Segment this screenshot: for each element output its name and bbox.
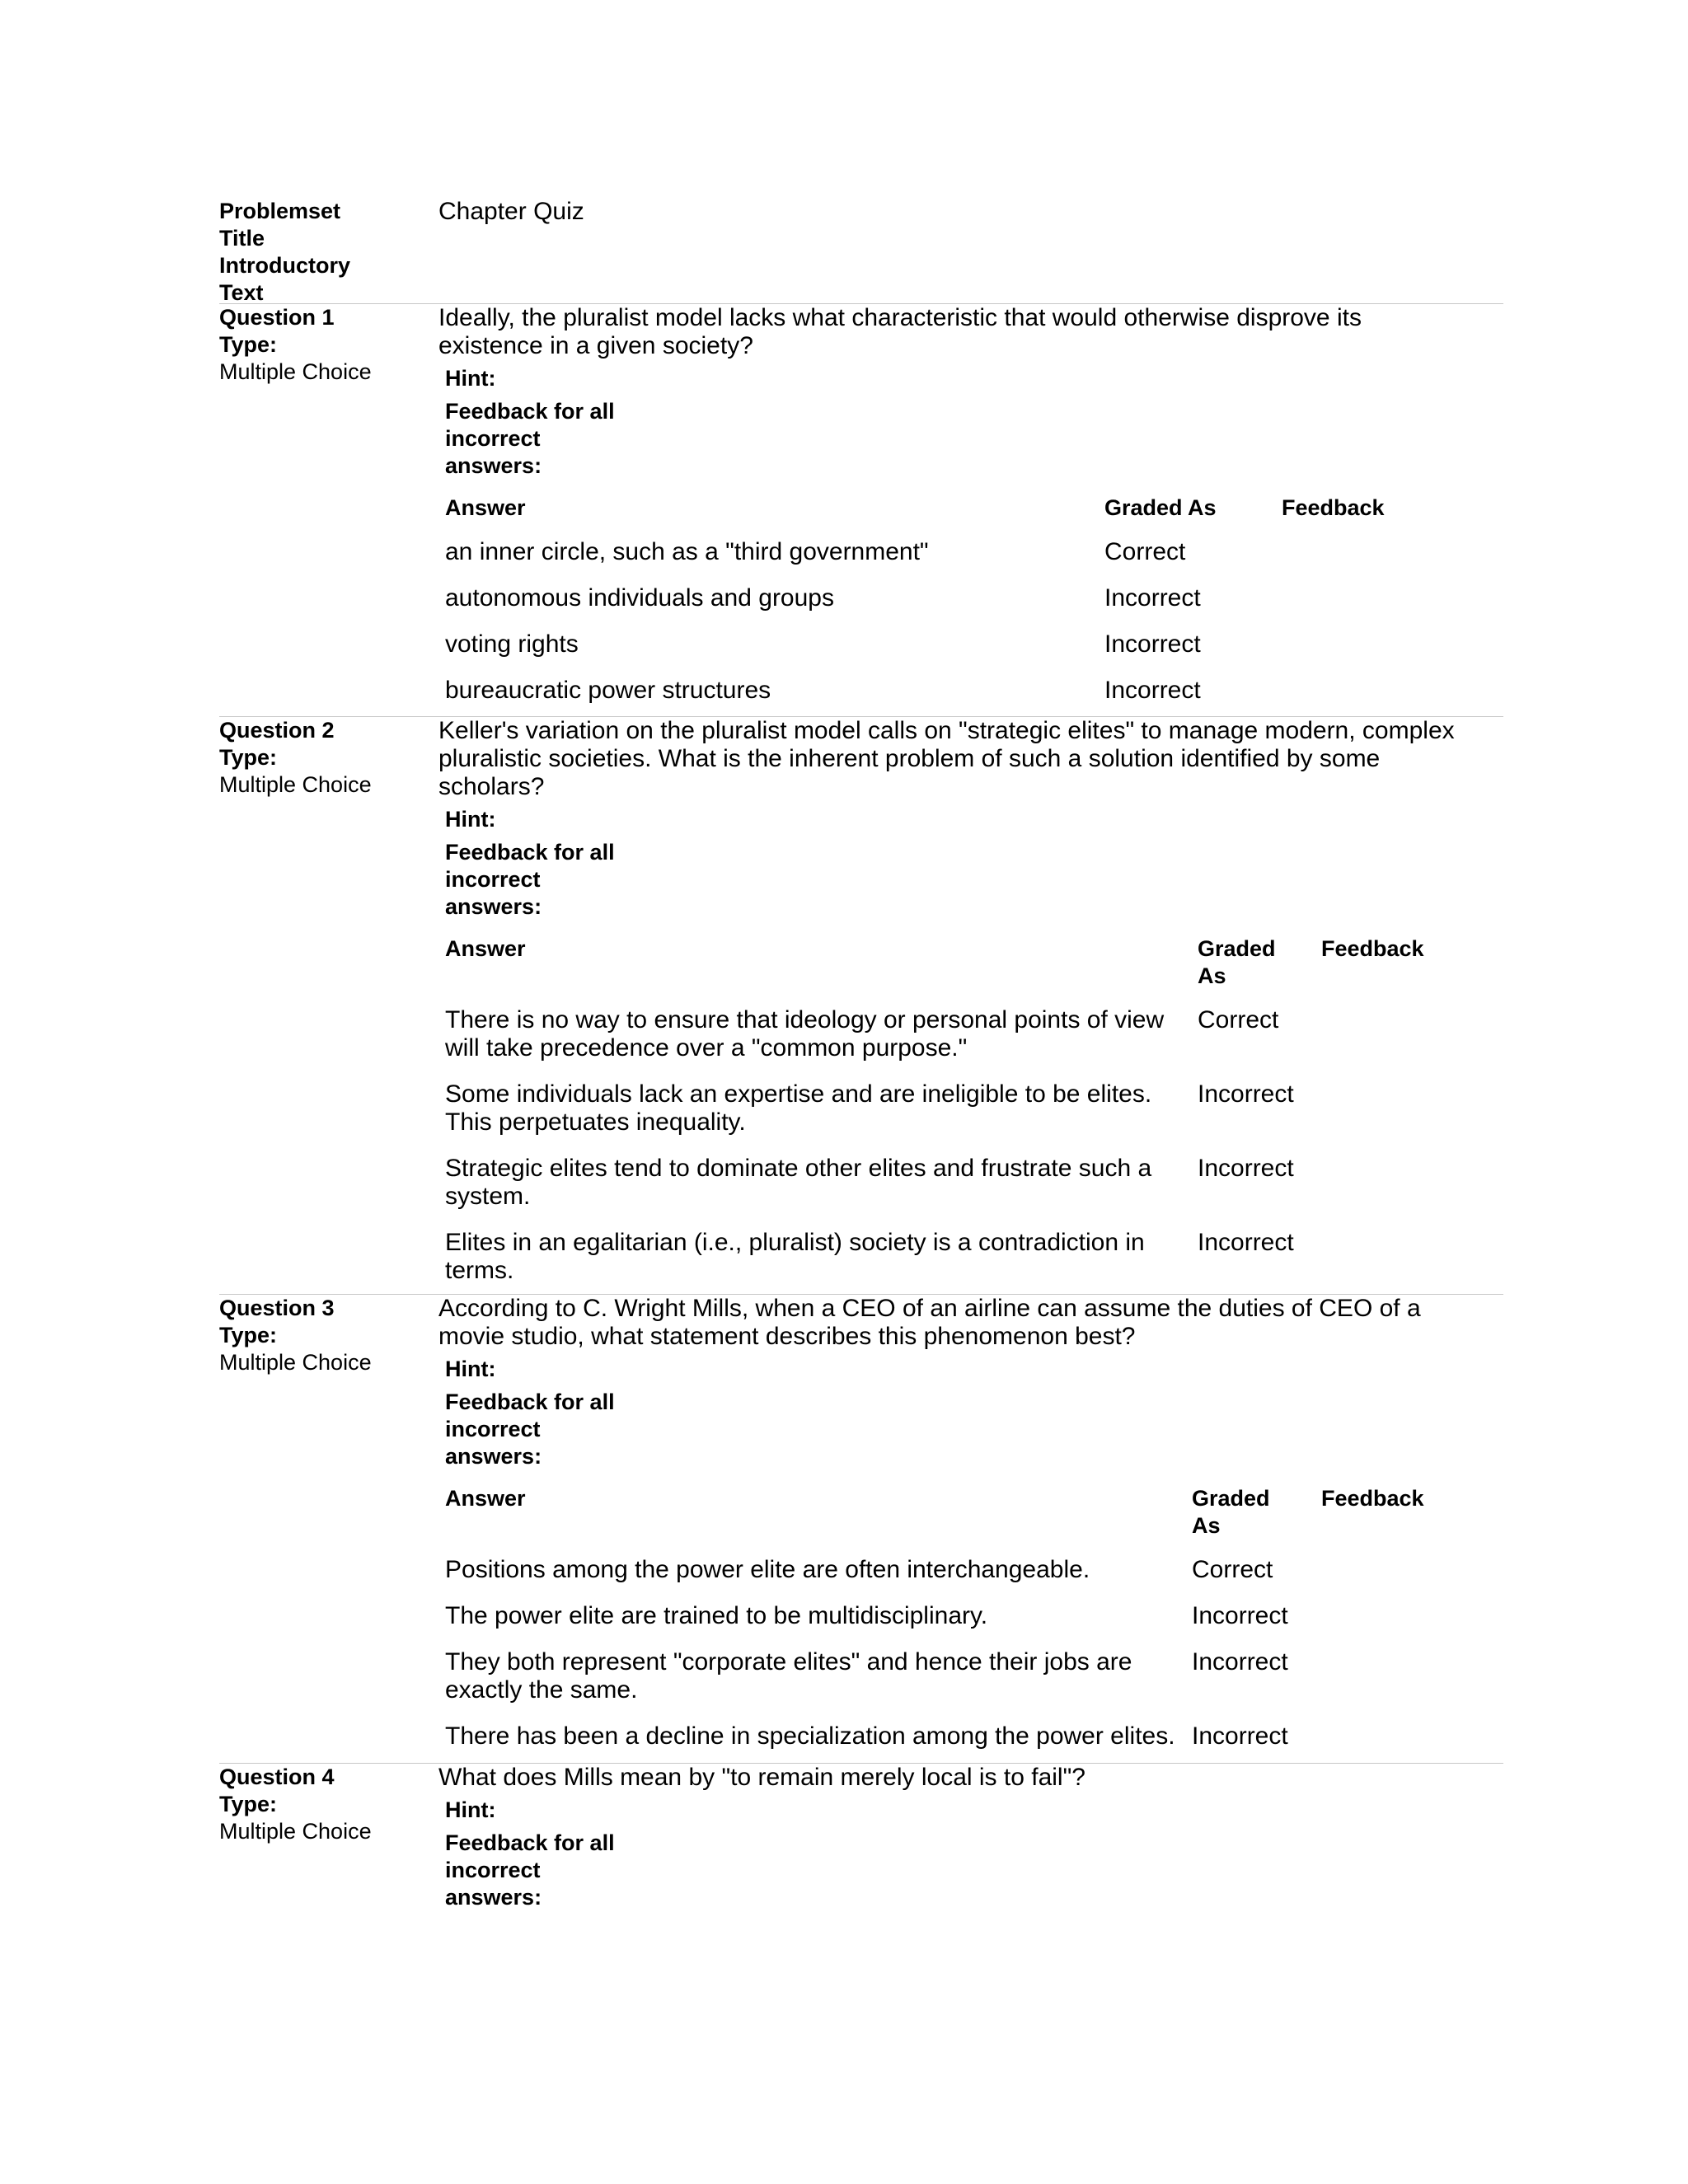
answer-graded: Correct (1192, 1556, 1273, 1583)
answer-row (445, 1719, 1445, 1755)
question-text: According to C. Wright Mills, when a CEO of an airline can assume the duties of CEO of a movie studio, what statement describes this phenomenon best? (438, 1295, 1421, 1350)
question-body-2 (438, 717, 1503, 1294)
question-type: Multiple Choice (219, 1350, 372, 1375)
quiz-sheet (219, 198, 1503, 1923)
question-meta-2 (219, 717, 438, 1294)
answer-feedback (1321, 1645, 1445, 1719)
question-body-1 (438, 304, 1503, 716)
answers-header (445, 932, 1445, 1003)
answer-text: There has been a decline in specialization among the power elites. (445, 1722, 1175, 1750)
hint-label: Hint: (445, 366, 496, 391)
hint-label: Hint: (445, 1357, 496, 1381)
answer-feedback (1321, 1553, 1445, 1599)
problemset-title-cell (438, 198, 1503, 303)
answer-row (445, 1077, 1445, 1151)
answer-feedback (1321, 1077, 1445, 1151)
col-feedback: Feedback (1282, 495, 1385, 520)
hint-label: Hint: (445, 807, 496, 832)
answer-text: Positions among the power elite are often interchangeable. (445, 1556, 1090, 1583)
question-text: What does Mills mean by "to remain merely local is to fail"? (438, 1764, 1085, 1791)
answers-table (445, 491, 1405, 710)
question-type: Multiple Choice (219, 1819, 372, 1844)
answer-feedback (1282, 581, 1405, 627)
header-label-text: Problemset Title Introductory Text (219, 199, 350, 305)
answer-graded: Correct (1104, 538, 1186, 565)
answer-feedback (1321, 1226, 1445, 1290)
feedback-all-label: Feedback for all incorrect answers: (445, 1390, 615, 1469)
answers-table (445, 932, 1445, 1290)
answer-graded: Incorrect (1104, 677, 1201, 704)
problemset-header-row (219, 198, 1503, 304)
problemset-title: Chapter Quiz (438, 198, 584, 225)
col-answer: Answer (445, 936, 526, 961)
question-text: Ideally, the pluralist model lacks what characteristic that would otherwise disprove its existence in a given society? (438, 304, 1362, 359)
answer-row (445, 1151, 1445, 1226)
answer-graded: Incorrect (1192, 1648, 1288, 1675)
answer-text: There is no way to ensure that ideology or personal points of view will take precedence over a "common purpose." (445, 1006, 1165, 1062)
question-row-1 (219, 304, 1503, 717)
answer-graded: Incorrect (1198, 1155, 1294, 1182)
question-row-4 (219, 1764, 1503, 1923)
problemset-title-label (219, 198, 438, 303)
answer-row (445, 673, 1405, 710)
answer-text: autonomous individuals and groups (445, 584, 834, 612)
question-body-4 (438, 1764, 1503, 1923)
col-graded-as: Graded As (1104, 495, 1217, 520)
question-row-2 (219, 717, 1503, 1295)
answer-feedback (1282, 535, 1405, 581)
question-number: Question 3 (219, 1296, 335, 1320)
answer-feedback (1321, 1719, 1445, 1755)
answer-graded: Correct (1198, 1006, 1279, 1033)
question-meta-3 (219, 1295, 438, 1763)
answer-row (445, 1226, 1445, 1290)
answer-graded: Incorrect (1198, 1229, 1294, 1256)
answer-row (445, 1553, 1445, 1599)
col-answer: Answer (445, 1486, 526, 1511)
answer-text: voting rights (445, 630, 579, 658)
answer-text: Strategic elites tend to dominate other elites and frustrate such a system. (445, 1155, 1152, 1210)
feedback-all-label: Feedback for all incorrect answers: (445, 1830, 615, 1910)
col-feedback: Feedback (1321, 1486, 1424, 1511)
question-meta-1 (219, 304, 438, 716)
question-type-label: Type: (219, 1792, 278, 1816)
answer-row (445, 535, 1405, 581)
answer-feedback (1321, 1003, 1445, 1077)
question-type-label: Type: (219, 745, 278, 770)
question-number: Question 2 (219, 718, 335, 743)
col-feedback: Feedback (1321, 936, 1424, 961)
answer-feedback (1321, 1151, 1445, 1226)
col-graded-as: Graded As (1192, 1486, 1270, 1538)
answer-row (445, 1003, 1445, 1077)
answer-row (445, 581, 1405, 627)
question-body-3 (438, 1295, 1503, 1763)
question-row-3 (219, 1295, 1503, 1764)
answer-graded: Incorrect (1192, 1722, 1288, 1750)
answers-table (445, 1482, 1445, 1755)
answer-row (445, 1645, 1445, 1719)
question-meta-4 (219, 1764, 438, 1923)
question-type: Multiple Choice (219, 772, 372, 797)
question-type: Multiple Choice (219, 359, 372, 384)
question-number: Question 4 (219, 1765, 335, 1789)
answer-text: bureaucratic power structures (445, 677, 771, 704)
answer-row (445, 627, 1405, 673)
answer-feedback (1321, 1599, 1445, 1645)
question-number: Question 1 (219, 305, 335, 330)
answer-graded: Incorrect (1104, 584, 1201, 612)
answer-text: They both represent "corporate elites" and hence their jobs are exactly the same. (445, 1648, 1132, 1704)
answer-text: Some individuals lack an expertise and are ineligible to be elites. This perpetuates inequality. (445, 1080, 1152, 1136)
answers-header (445, 491, 1405, 535)
feedback-all-label: Feedback for all incorrect answers: (445, 399, 615, 478)
question-type-label: Type: (219, 1323, 278, 1347)
answer-feedback (1282, 627, 1405, 673)
feedback-all-label: Feedback for all incorrect answers: (445, 840, 615, 919)
answer-row (445, 1599, 1445, 1645)
col-answer: Answer (445, 495, 526, 520)
answer-graded: Incorrect (1198, 1080, 1294, 1108)
hint-label: Hint: (445, 1797, 496, 1822)
question-type-label: Type: (219, 332, 278, 357)
question-text: Keller's variation on the pluralist model calls on "strategic elites" to manage modern, complex pluralistic societies. What is the inherent problem of such a solution identified by some scholars? (438, 717, 1455, 800)
col-graded-as: Graded As (1198, 936, 1276, 988)
answer-graded: Incorrect (1192, 1602, 1288, 1629)
answer-text: Elites in an egalitarian (i.e., pluralist) society is a contradiction in terms. (445, 1229, 1145, 1284)
answer-text: an inner circle, such as a "third government" (445, 538, 929, 565)
answer-text: The power elite are trained to be multidisciplinary. (445, 1602, 988, 1629)
answer-feedback (1282, 673, 1405, 710)
answers-header (445, 1482, 1445, 1553)
answer-graded: Incorrect (1104, 630, 1201, 658)
